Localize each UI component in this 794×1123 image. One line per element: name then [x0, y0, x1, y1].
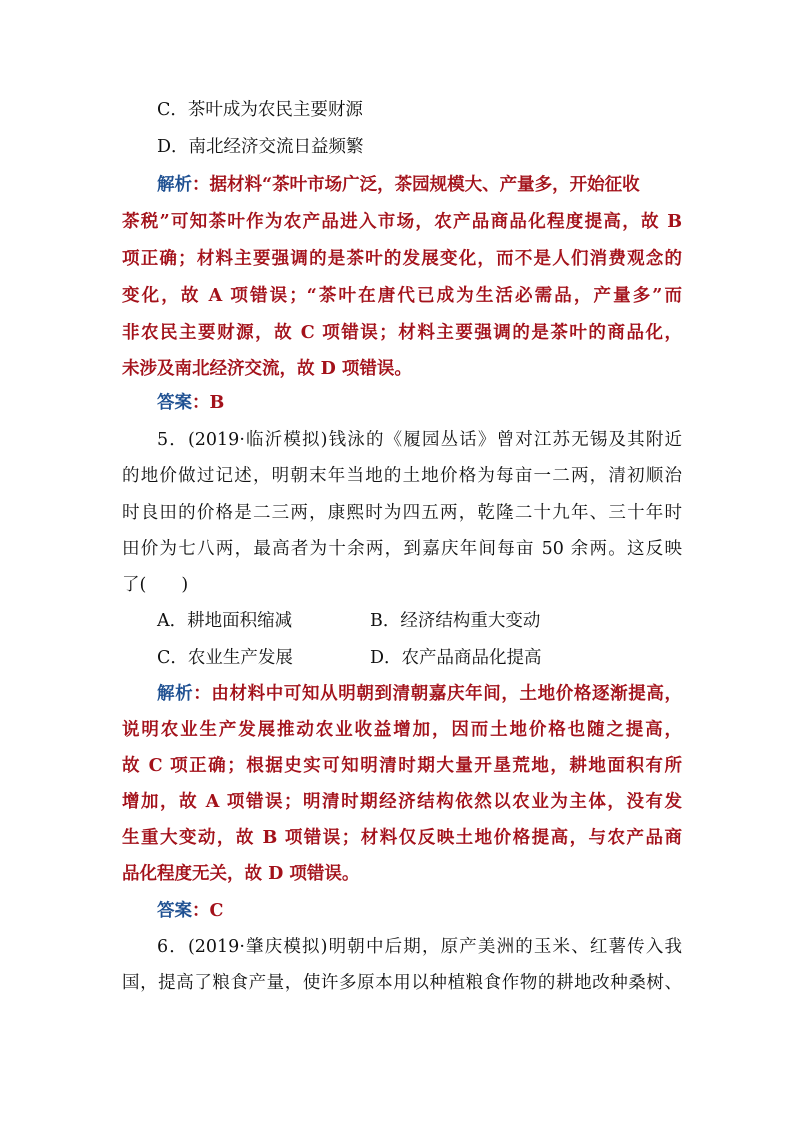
answer-label: 答案 [157, 901, 192, 921]
answer-value: ：C [192, 901, 224, 921]
q5-option-a: A．耕地面积缩减 [157, 611, 293, 631]
q5-stem-line-1: 5．(2019·临沂模拟)钱泳的《履园丛话》曾对江苏无锡及其附近 [157, 430, 682, 450]
answer-label: 答案 [157, 393, 192, 413]
q5-answer [157, 897, 717, 922]
q5-option-b: B．经济结构重大变动 [370, 611, 541, 631]
q4-analysis-line-6: 未涉及南北经济交流，故 D 项错误。 [122, 359, 412, 379]
q5-option-c: C．农业生产发展 [157, 648, 293, 668]
q5-stem-line-4: 田价为七八两，最高者为十余两，到嘉庆年间每亩 50 余两。这反映 [122, 539, 682, 559]
q4-analysis-line-1: 解析：据材料“茶叶市场广泛，茶园规模大、产量多，开始征收 [157, 175, 640, 195]
q5-analysis-line-6: 品化程度无关，故 D 项错误。 [122, 864, 360, 884]
q6-stem-line-2: 国，提高了粮食产量，使许多原本用以种植粮食作物的耕地改种桑树、 [122, 973, 682, 993]
q4-analysis-line-4: 变化，故 A 项错误；“茶叶在唐代已成为生活必需品，产量多”而 [122, 286, 682, 306]
analysis-label: 解析 [157, 175, 192, 195]
q5-analysis-line-3: 故 C 项正确；根据史实可知明清时期大量开垦荒地，耕地面积有所 [122, 756, 682, 776]
q4-answer [157, 389, 717, 414]
q5-analysis-line-1: 解析：由材料中可知从明朝到清朝嘉庆年间，土地价格逐渐提高， [157, 684, 682, 704]
q4-option-d: D．南北经济交流日益频繁 [157, 137, 364, 157]
q5-option-d: D．农产品商品化提高 [370, 648, 542, 668]
analysis-label: 解析 [157, 684, 194, 704]
q4-option-c: C．茶叶成为农民主要财源 [157, 100, 363, 120]
q4-analysis-line-2: 茶税”可知茶叶作为农产品进入市场，农产品商品化程度提高，故 B [122, 212, 682, 232]
q5-stem-line-2: 的地价做过记述，明朝末年当地的土地价格为每亩一二两，清初顺治 [122, 466, 682, 486]
q5-stem-line-3: 时良田的价格是二三两，康熙时为四五两，乾隆二十九年、三十年时 [122, 503, 682, 523]
answer-value: ：B [192, 393, 225, 413]
q4-analysis-line-5: 非农民主要财源，故 C 项错误；材料主要强调的是茶叶的商品化， [122, 323, 682, 343]
q4-analysis-line-3: 项正确；材料主要强调的是茶叶的发展变化，而不是人们消费观念的 [122, 249, 682, 269]
q6-stem-line-1: 6．(2019·肇庆模拟)明朝中后期，原产美洲的玉米、红薯传入我 [157, 937, 682, 957]
q5-analysis-line-2: 说明农业生产发展推动农业收益增加，因而土地价格也随之提高， [122, 720, 682, 740]
q5-analysis-line-4: 增加，故 A 项错误；明清时期经济结构依然以农业为主体，没有发 [122, 792, 682, 812]
q5-analysis-line-5: 生重大变动，故 B 项错误；材料仅反映土地价格提高，与农产品商 [122, 828, 682, 848]
q5-stem-line-5: 了( ) [122, 575, 189, 595]
